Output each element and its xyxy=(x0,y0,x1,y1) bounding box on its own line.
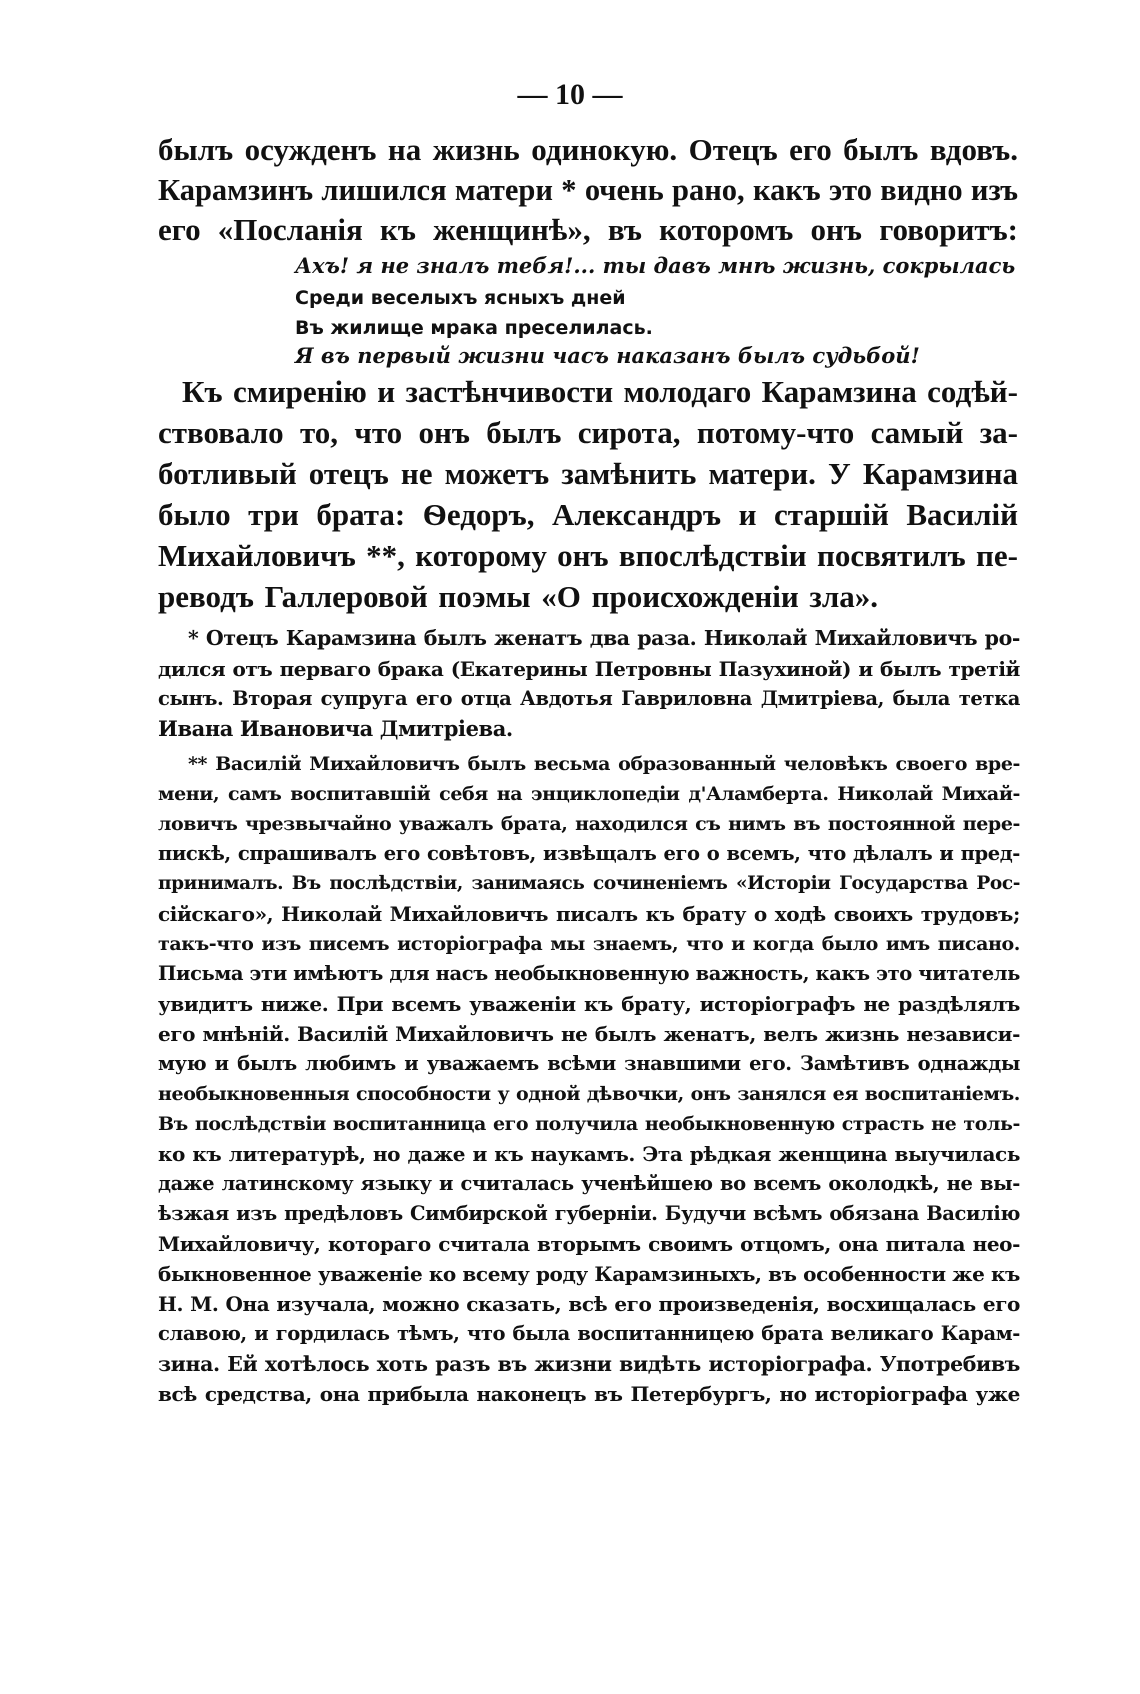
footnote-line: * Отецъ Карамзина былъ женатъ два раза. Николай Михайловичъ ро- xyxy=(188,626,1020,650)
footnote-line: пискѣ, спрашивалъ его совѣтовъ, извѣщалъ его о всемъ, что дѣлалъ и пред- xyxy=(158,842,1020,865)
footnote-line: даже латинскому языку и считалась ученѣйшею во всемъ околодкѣ, не вы- xyxy=(158,1172,1020,1195)
text-line: Михайловичъ **, которому онъ впослѣдствіи посвятилъ пе- xyxy=(158,538,1018,573)
text-line: было три брата: Ѳедоръ, Александръ и старшій Василій xyxy=(158,497,1018,532)
text-line: Къ смиренію и застѣнчивости молодаго Карамзина содѣй- xyxy=(182,374,1018,409)
footnote-line: ѣзжая изъ предѣловъ Симбирской губерніи. Будучи всѣмъ обязана Василію xyxy=(158,1202,1020,1225)
footnote-line: увидитъ ниже. При всемъ уваженіи къ брату, исторіографъ не раздѣлялъ xyxy=(158,992,1020,1016)
footnote-line: его мнѣній. Василій Михайловичъ не былъ женатъ, велъ жизнь независи- xyxy=(158,1022,1020,1046)
footnote-line: Ивана Ивановича Дмитріева. xyxy=(158,716,513,741)
poem-line: Ахъ! я не зналъ тебя!... ты давъ мнѣ жизнь, сокрылась xyxy=(295,253,1016,278)
footnote-line: Въ послѣдствіи воспитанница его получила необыкновенную страсть не толь- xyxy=(158,1113,1020,1135)
footnote-line: всѣ средства, она прибыла наконецъ въ Петербургъ, но исторіографа уже xyxy=(158,1382,1020,1406)
footnote-line: славою, и гордилась тѣмъ, что была воспитанницею брата великаго Карам- xyxy=(158,1322,1020,1345)
text-line: его «Посланія къ женщинѣ», въ которомъ онъ говоритъ: xyxy=(158,212,1018,247)
footnote-line: Михайловичу, котораго считала вторымъ своимъ отцомъ, она питала нео- xyxy=(158,1232,1020,1256)
footnote-line: ловичъ чрезвычайно уважалъ брата, находился съ нимъ въ постоянной пере- xyxy=(158,813,1020,835)
footnote-line: сынъ. Вторая супруга его отца Авдотья Гавриловна Дмитріева, была тетка xyxy=(158,687,1020,710)
footnote-line: Н. М. Она изучала, можно сказать, всѣ его произведенія, восхищалась его xyxy=(158,1292,1020,1316)
footnote-line: сійскаго», Николай Михайловичъ писалъ къ брату о ходѣ своихъ трудовъ; xyxy=(158,902,1020,926)
poem-line: Въ жилище мрака преселилась. xyxy=(295,317,653,339)
footnote-line: дился отъ перваго брака (Екатерины Петровны Пазухиной) и былъ третій xyxy=(158,657,1020,681)
footnote-line: Письма эти имѣютъ для насъ необыкновенную важность, какъ это читатель xyxy=(158,962,1020,985)
footnote-line: принималъ. Въ послѣдствіи, занимаясь сочиненіемъ «Исторіи Государства Рос- xyxy=(158,873,1020,894)
footnote-line: ко къ литературѣ, но даже и къ наукамъ. Эта рѣдкая женщина выучилась xyxy=(158,1142,1020,1166)
page-number: — 10 — xyxy=(517,78,623,111)
poem-line: Я въ первый жизни часъ наказанъ былъ судьбой! xyxy=(295,343,920,368)
footnote-line: мую и былъ любимъ и уважаемъ всѣми знавшими его. Замѣтивъ однажды xyxy=(158,1052,1020,1075)
footnote-line: мени, самъ воспитавшій себя на энциклопедіи д'Аламберта. Николай Михай- xyxy=(158,783,1020,805)
text-line: ботливый отецъ не можетъ замѣнить матери. У Карамзина xyxy=(158,456,1018,491)
text-line: былъ осужденъ на жизнь одинокую. Отецъ его былъ вдовъ. xyxy=(158,132,1018,167)
poem-line: Среди веселыхъ ясныхъ дней xyxy=(295,287,626,309)
text-line: реводъ Галлеровой поэмы «О происхожденіи зла». xyxy=(158,579,878,614)
footnote-line: такъ-что изъ писемъ исторіографа мы знаемъ, что и когда было имъ писано. xyxy=(158,933,1020,955)
footnote-line: необыкновенныя способности у одной дѣвочки, онъ занялся ея воспитаніемъ. xyxy=(158,1083,1020,1105)
footnote-line: зина. Ей хотѣлось хоть разъ въ жизни видѣть исторіографа. Употребивъ xyxy=(158,1352,1020,1376)
text-line: Карамзинъ лишился матери * очень рано, какъ это видно изъ xyxy=(158,173,1018,207)
text-line: ствовало то, что онъ былъ сирота, потому-что самый за- xyxy=(158,415,1018,450)
footnote-line: ** Василій Михайловичъ былъ весьма образованный человѣкъ своего вре- xyxy=(188,753,1020,775)
footnote-line: быкновенное уваженіе ко всему роду Карамзиныхъ, въ особенности же къ xyxy=(158,1262,1020,1286)
